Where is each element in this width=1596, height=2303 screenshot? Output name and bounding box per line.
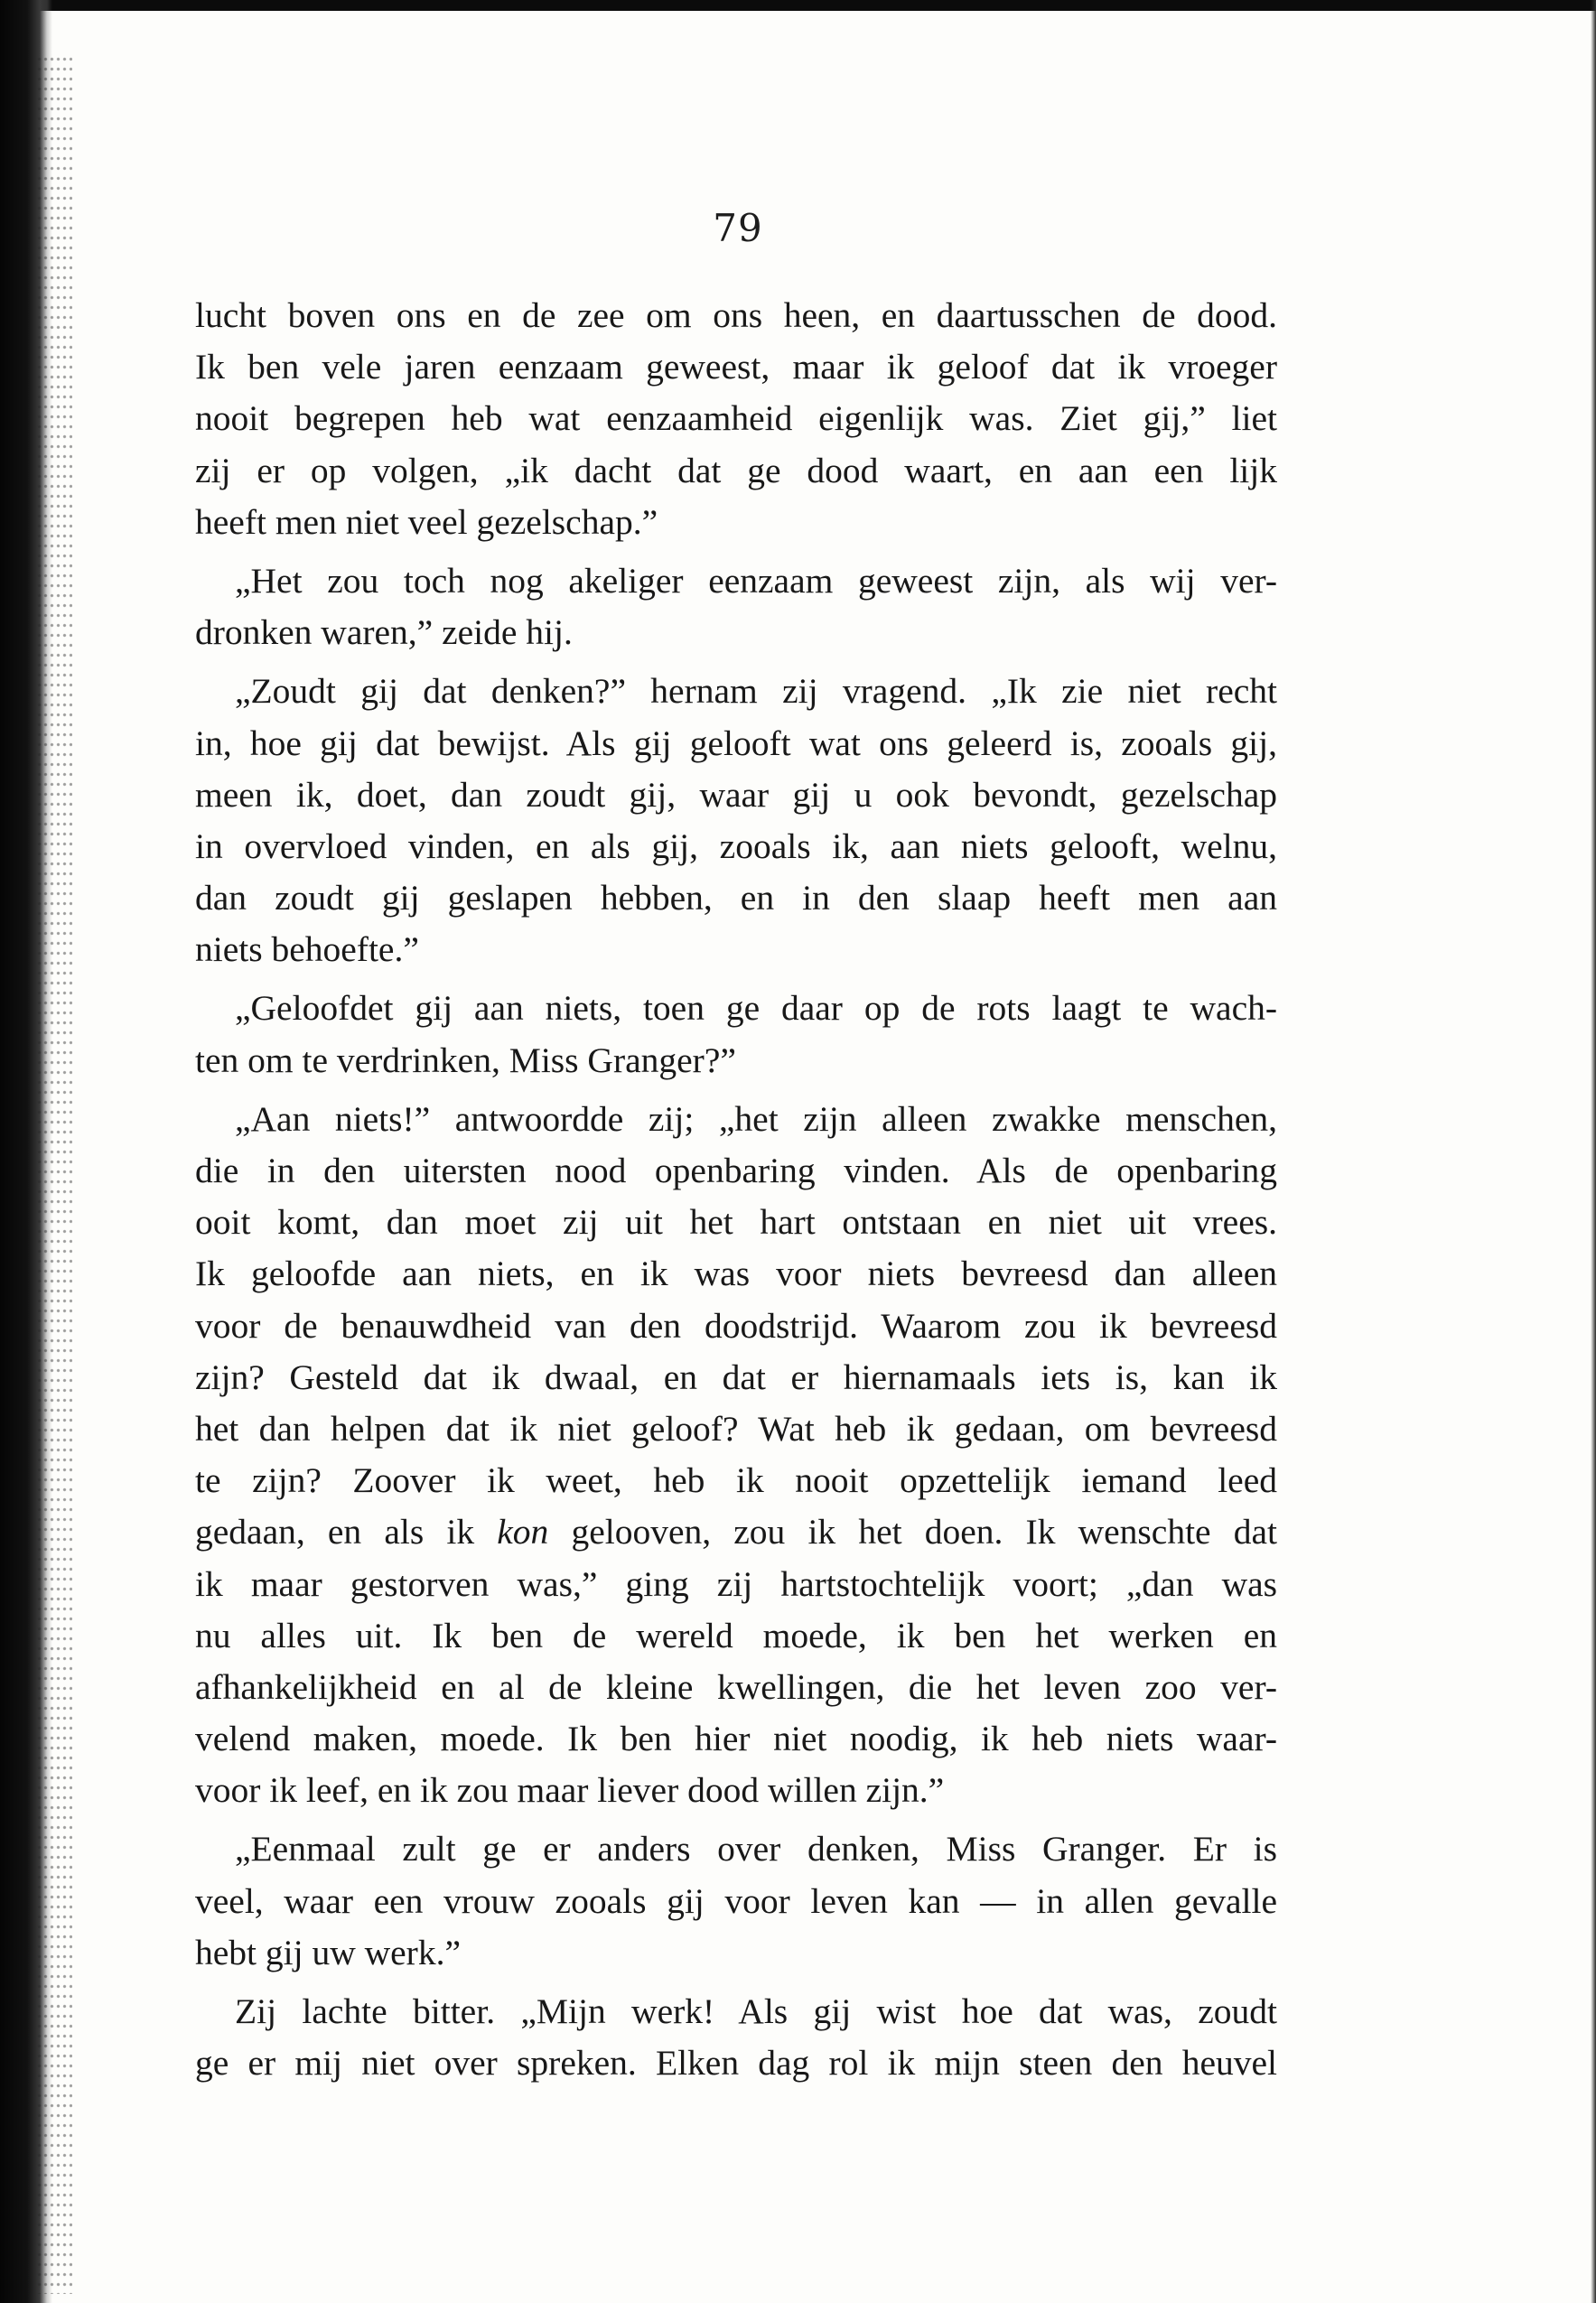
text-line: niets behoefte.”	[195, 929, 419, 970]
text-line: nu alles uit. Ik ben de wereld moede, ik ben het werken en	[195, 1615, 1277, 1655]
text-line: hebt gij uw werk.”	[195, 1932, 461, 1972]
scan-binding-texture	[36, 54, 72, 2294]
body-text	[195, 290, 1277, 2089]
text-line: het dan helpen dat ik niet geloof? Wat heb ik gedaan, om bevreesd	[195, 1408, 1277, 1449]
text-line: „Aan niets!” antwoordde zij; „het zijn alleen zwakke menschen,	[235, 1098, 1277, 1139]
text-line: dronken waren,” zeide hij.	[195, 612, 573, 653]
text-line: Ik ben vele jaren eenzaam geweest, maar ik geloof dat ik vroeger	[195, 347, 1277, 387]
text-line: nooit begrepen heb wat eenzaamheid eigenlijk was. Ziet gij,” liet	[195, 398, 1277, 439]
scan-top-edge	[0, 0, 1596, 11]
text-line: in overvloed vinden, en als gij, zooals ik, aan niets gelooft, welnu,	[195, 825, 1277, 866]
text-line	[195, 1506, 1277, 1558]
text-line: in, hoe gij dat bewijst. Als gij gelooft wat ons geleerd is, zooals gij,	[195, 723, 1277, 763]
emphasized-word: kon	[497, 1512, 549, 1552]
text-segment: gedaan, en als ik	[195, 1512, 475, 1552]
text-segment: gelooven, zou ik het doen. Ik wenschte dat	[571, 1512, 1277, 1552]
text-line: veel, waar een vrouw zooals gij voor leven kan — in allen gevalle	[195, 1880, 1277, 1921]
text-line: ooit komt, dan moet zij uit het hart ontstaan en niet uit vrees.	[195, 1202, 1277, 1243]
page-number: 79	[713, 206, 763, 250]
text-line: „Zoudt gij dat denken?” hernam zij vragend. „Ik zie niet recht	[235, 671, 1277, 712]
text-line: voor ik leef, en ik zou maar liever dood willen zijn.”	[195, 1770, 945, 1811]
text-line: dan zoudt gij geslapen hebben, en in den slaap heeft men aan	[195, 878, 1277, 918]
text-line: meen ik, doet, dan zoudt gij, waar gij u ook bevondt, gezelschap	[195, 774, 1277, 815]
text-line: lucht boven ons en de zee om ons heen, en daartusschen de dood.	[195, 295, 1277, 335]
text-line: afhankelijkheid en al de kleine kwellingen, die het leven zoo ver-	[195, 1666, 1277, 1707]
text-line: heeft men niet veel gezelschap.”	[195, 501, 658, 542]
text-line: zij er op volgen, „ik dacht dat ge dood waart, en aan een lijk	[195, 450, 1277, 490]
text-line: Zij lachte bitter. „Mijn werk! Als gij wist hoe dat was, zoudt	[235, 1991, 1277, 2031]
text-line: velend maken, moede. Ik ben hier niet noodig, ik heb niets waar-	[195, 1719, 1277, 1759]
text-line: Ik geloofde aan niets, en ik was voor niets bevreesd dan alleen	[195, 1254, 1277, 1294]
text-line: ge er mij niet over spreken. Elken dag rol ik mijn steen den heuvel	[195, 2043, 1277, 2084]
text-line: ik maar gestorven was,” ging zij hartstochtelijk voort; „dan was	[195, 1563, 1277, 1604]
text-line: die in den uitersten nood openbaring vinden. Als de openbaring	[195, 1151, 1277, 1190]
text-line: te zijn? Zoover ik weet, heb ik nooit opzettelijk iemand leed	[195, 1460, 1277, 1501]
text-line: „Eenmaal zult ge er anders over denken, Miss Granger. Er is	[235, 1829, 1277, 1869]
text-line: „Geloofdet gij aan niets, toen ge daar op de rots laagt te wach-	[235, 988, 1277, 1029]
text-line: zijn? Gesteld dat ik dwaal, en dat er hiernamaals iets is, kan ik	[195, 1357, 1277, 1397]
text-line: ten om te verdrinken, Miss Granger?”	[195, 1040, 736, 1080]
text-line: voor de benauwdheid van den doodstrijd. Waarom zou ik bevreesd	[195, 1305, 1277, 1346]
text-line: „Het zou toch nog akeliger eenzaam geweest zijn, als wij ver-	[235, 560, 1277, 601]
scan-right-edge	[1591, 0, 1596, 2303]
